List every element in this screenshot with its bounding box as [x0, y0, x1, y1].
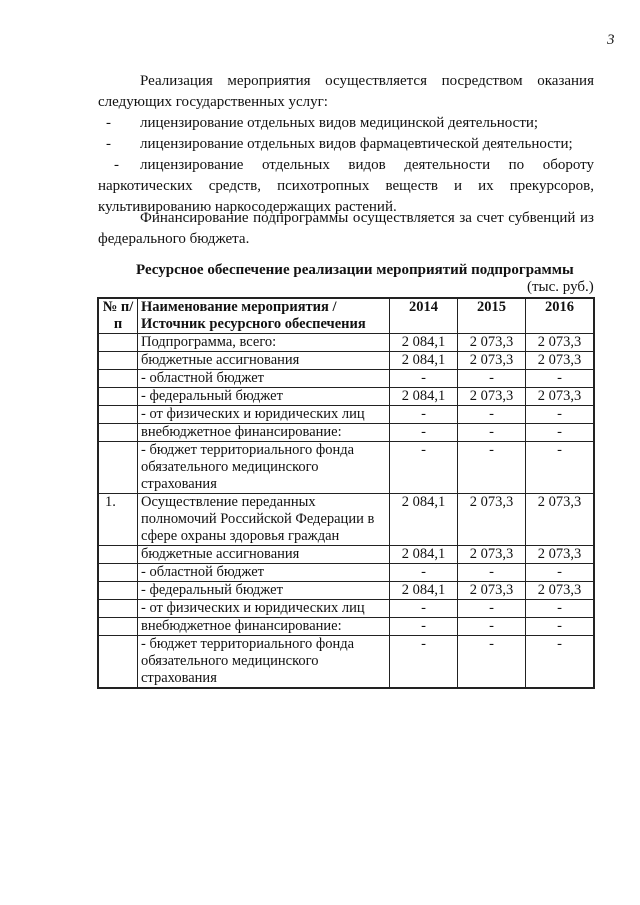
- row-num: [98, 564, 138, 582]
- table-row: [98, 388, 594, 406]
- row-num: [98, 388, 138, 406]
- value-2016: -: [526, 600, 595, 618]
- row-num: [98, 334, 138, 352]
- value-2016: 2 073,3: [526, 352, 595, 370]
- table-row: [98, 582, 594, 600]
- row-num: [98, 618, 138, 636]
- table-row: [98, 618, 594, 636]
- value-2015: -: [458, 600, 526, 618]
- value-2016: -: [526, 636, 595, 689]
- row-num: [98, 406, 138, 424]
- header-name: Наименование мероприятия / Источник ресурсного обеспечения: [138, 298, 390, 334]
- table-row: [98, 406, 594, 424]
- row-num: [98, 370, 138, 388]
- table-row: [98, 424, 594, 442]
- service-item: [98, 134, 594, 155]
- row-num: [98, 546, 138, 564]
- row-name: внебюджетное финансирование:: [138, 618, 390, 636]
- row-name: - федеральный бюджет: [138, 388, 390, 406]
- value-2016: 2 073,3: [526, 334, 595, 352]
- value-2016: -: [526, 370, 595, 388]
- value-2014: -: [390, 564, 458, 582]
- value-2014: -: [390, 442, 458, 494]
- table-row: [98, 352, 594, 370]
- service-text: лицензирование отдельных видов деятельности по обороту наркотических средств, психотропных веществ и их прекурсоров, культивированию наркосодержащих растений.: [98, 157, 594, 215]
- row-num: [98, 424, 138, 442]
- table-row: [98, 370, 594, 388]
- service-text: лицензирование отдельных видов фармацевтической деятельности;: [140, 136, 573, 152]
- value-2015: 2 073,3: [458, 388, 526, 406]
- value-2015: 2 073,3: [458, 546, 526, 564]
- row-num: [98, 442, 138, 494]
- value-2016: 2 073,3: [526, 388, 595, 406]
- value-2015: -: [458, 370, 526, 388]
- row-num: [98, 582, 138, 600]
- page-number: 3: [607, 32, 615, 48]
- row-name: - областной бюджет: [138, 370, 390, 388]
- value-2015: -: [458, 564, 526, 582]
- service-text: лицензирование отдельных видов медицинской деятельности;: [140, 115, 539, 131]
- table-row: [98, 442, 594, 494]
- intro-paragraph: Реализация мероприятия осуществляется посредством оказания следующих государственных услуг:: [98, 73, 594, 110]
- value-2014: -: [390, 424, 458, 442]
- value-2014: -: [390, 636, 458, 689]
- row-num: [98, 600, 138, 618]
- value-2016: -: [526, 618, 595, 636]
- row-num: 1.: [98, 494, 138, 546]
- row-name: бюджетные ассигнования: [138, 546, 390, 564]
- value-2015: -: [458, 618, 526, 636]
- row-name: - областной бюджет: [138, 564, 390, 582]
- row-name: - от физических и юридических лиц: [138, 406, 390, 424]
- value-2014: -: [390, 600, 458, 618]
- header-2016: 2016: [526, 298, 595, 334]
- header-num: № п/п: [98, 298, 138, 334]
- bullet-dash: -: [114, 157, 119, 173]
- value-2014: 2 084,1: [390, 546, 458, 564]
- value-2016: -: [526, 406, 595, 424]
- value-2014: 2 084,1: [390, 582, 458, 600]
- financing-paragraph: Финансирование подпрограммы осуществляется за счет субвенций из федерального бюджета.: [98, 210, 594, 247]
- bullet-dash: -: [106, 115, 111, 131]
- value-2014: -: [390, 370, 458, 388]
- value-2015: -: [458, 406, 526, 424]
- value-2015: 2 073,3: [458, 352, 526, 370]
- row-name: - бюджет территориального фонда обязательного медицинского страхования: [138, 636, 390, 689]
- value-2014: 2 084,1: [390, 494, 458, 546]
- value-2015: 2 073,3: [458, 582, 526, 600]
- value-2015: -: [458, 424, 526, 442]
- value-2014: -: [390, 406, 458, 424]
- table-row: [98, 334, 594, 352]
- header-2014: 2014: [390, 298, 458, 334]
- row-name: - бюджет территориального фонда обязательного медицинского страхования: [138, 442, 390, 494]
- table-row: [98, 564, 594, 582]
- row-name: Осуществление переданных полномочий Российской Федерации в сфере охраны здоровья граждан: [138, 494, 390, 546]
- table-row: [98, 636, 594, 689]
- table-row: [98, 600, 594, 618]
- row-num: [98, 352, 138, 370]
- value-2014: 2 084,1: [390, 352, 458, 370]
- value-2016: 2 073,3: [526, 546, 595, 564]
- value-2015: -: [458, 442, 526, 494]
- table-header-row: [98, 298, 594, 334]
- value-2016: -: [526, 442, 595, 494]
- value-2014: 2 084,1: [390, 334, 458, 352]
- resource-table: [97, 297, 595, 689]
- table-row: [98, 546, 594, 564]
- row-name: внебюджетное финансирование:: [138, 424, 390, 442]
- units-label: (тыс. руб.): [527, 279, 594, 295]
- value-2015: -: [458, 636, 526, 689]
- value-2014: 2 084,1: [390, 388, 458, 406]
- value-2014: -: [390, 618, 458, 636]
- value-2015: 2 073,3: [458, 334, 526, 352]
- row-name: - от физических и юридических лиц: [138, 600, 390, 618]
- value-2016: 2 073,3: [526, 494, 595, 546]
- value-2016: 2 073,3: [526, 582, 595, 600]
- bullet-dash: -: [106, 136, 111, 152]
- service-item: [98, 113, 594, 134]
- row-name: бюджетные ассигнования: [138, 352, 390, 370]
- table-row: [98, 494, 594, 546]
- row-num: [98, 636, 138, 689]
- table-title: Ресурсное обеспечение реализации мероприятий подпрограммы: [136, 262, 574, 278]
- value-2016: -: [526, 424, 595, 442]
- value-2015: 2 073,3: [458, 494, 526, 546]
- value-2016: -: [526, 564, 595, 582]
- row-name: - федеральный бюджет: [138, 582, 390, 600]
- services-list: [98, 113, 594, 218]
- table-body: [98, 334, 594, 689]
- row-name: Подпрограмма, всего:: [138, 334, 390, 352]
- header-2015: 2015: [458, 298, 526, 334]
